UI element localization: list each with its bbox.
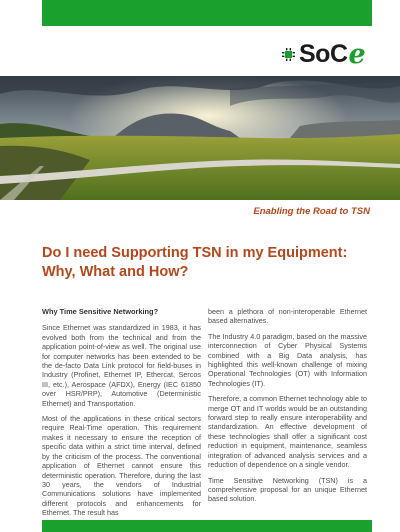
paragraph: The Industry 4.0 paradigm, based on the massive interconnection of Cyber Physical Systems combined with a Big Data analysis, has highlighted this well-known challenge of mixing Operational Technologies (OT) with Information Technologies (IT). [208, 331, 367, 388]
soce-logo [282, 40, 366, 68]
chip-icon [282, 48, 295, 61]
tagline: Enabling the Road to TSN [253, 206, 370, 217]
hero-landscape-image [0, 76, 400, 200]
section-heading: Why Time Sensitive Networking? [42, 307, 159, 316]
logo-text-soc: SoC [299, 39, 348, 68]
top-green-bar [42, 0, 372, 26]
left-column [42, 307, 201, 524]
paragraph: Most of the applications in these critical sectors require Real-Time operation. This requirement makes it necessary to ensure the reception of specific data within a strict time interval, defined by the criticism of the process. The conventional application of Ethernet cannot ensure this deterministic operation. Therefore, during the last 30 years, the vendors of Industrial Communications solutions have implemented different protocols and enhancements for Ethernet. The result has [42, 414, 201, 518]
paragraph: Time Sensitive Networking (TSN) is a comprehensive proposal for an unique Ethernet based solution. [208, 475, 367, 504]
document-title: Do I need Supporting TSN in my Equipment: Why, What and How? [42, 245, 348, 280]
paragraph: Therefore, a common Ethernet technology able to merge OT and IT worlds would be an outstanding forward step to really ensure interoperability and standardization. An effective development of these technologies shall offer a significant cost reduction in equipment, maintenance, seamless integration of advanced analysis services and a reduction of dependence on a single vendor. [208, 394, 367, 470]
right-column [208, 307, 367, 510]
paragraph: Since Ethernet was standardized in 1983, it has evolved both from the technical and from the application point-of-view as well. The original use for computer networks has been extended to be the de-facto Data Link protocol for field-buses in Industry (Profinet, Ethernet IP, Ethercat, Sercos III, etc.), Aerospace (AFDX), Energy (IEC 61850 over HSR/PRP), Automotive (Deterministic Ethernet) and Transportation. [42, 323, 201, 408]
logo-text-e: e [348, 38, 366, 70]
paragraph: been a plethora of non-interoperable Ethernet based alternatives. [208, 307, 367, 326]
bottom-green-bar [42, 520, 372, 532]
